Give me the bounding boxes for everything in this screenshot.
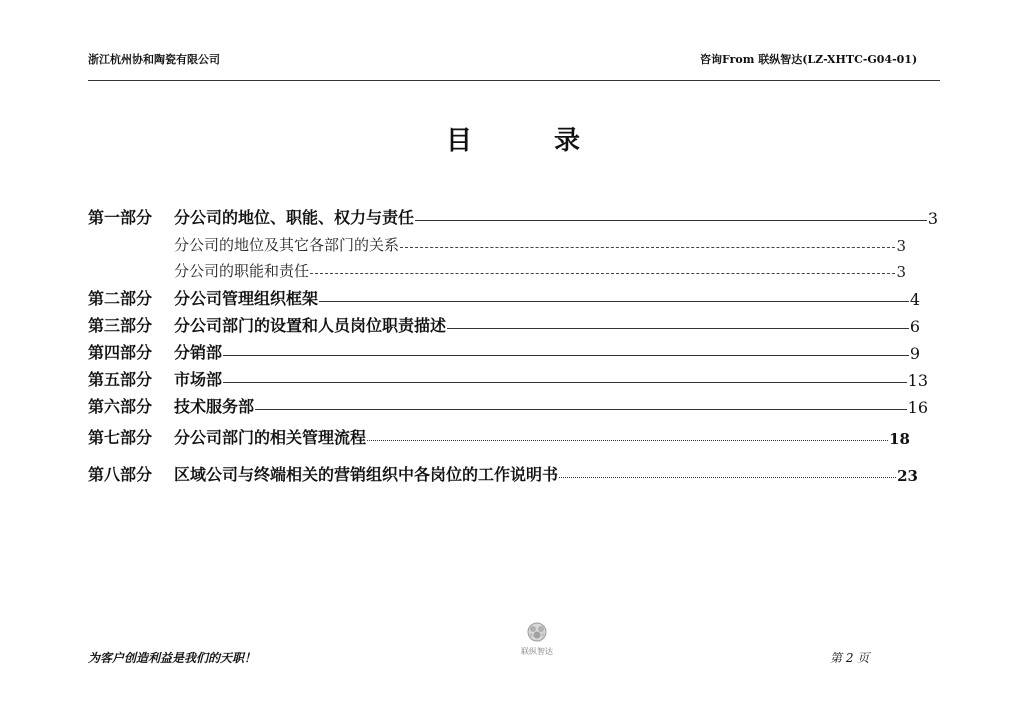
toc-entry-sub-2[interactable] <box>88 259 906 281</box>
toc-entry-part-7[interactable] <box>88 426 910 448</box>
toc-entry-title: 分公司的职能和责任 <box>174 262 310 280</box>
toc-entry-part-2[interactable] <box>88 287 920 309</box>
toc-entry-part-3[interactable] <box>88 314 920 336</box>
toc-entry-sub-1[interactable] <box>88 233 906 255</box>
toc-entry-title: 分公司部门的相关管理流程 <box>174 428 367 447</box>
toc-entry-title: 分公司管理组织框架 <box>174 289 319 308</box>
toc-entry-part-5[interactable] <box>88 368 928 390</box>
toc-part-label: 第三部分 <box>88 316 153 335</box>
toc-entry-title: 市场部 <box>174 370 223 389</box>
toc-entry-title: 分公司的地位、职能、权力与责任 <box>174 208 415 227</box>
footer-slogan: 为客户创造利益是我们的天职！ <box>88 651 257 665</box>
toc-entry-title: 区域公司与终端相关的营销组织中各岗位的工作说明书 <box>174 465 559 484</box>
toc-leader <box>223 355 909 356</box>
toc-leader <box>400 247 895 248</box>
toc-entry-part-8[interactable] <box>88 463 918 485</box>
toc-entry-part-6[interactable] <box>88 395 928 417</box>
page-title <box>0 120 1024 154</box>
title-char-1: 目 <box>446 126 473 156</box>
toc-leader <box>223 382 907 383</box>
toc-page-number: 3 <box>896 237 906 255</box>
toc-page-number: 3 <box>927 209 938 228</box>
toc-part-label: 第一部分 <box>88 208 153 227</box>
toc-page-number: 9 <box>909 344 920 363</box>
toc-page-number: 13 <box>907 371 928 390</box>
header-rule <box>88 80 940 81</box>
toc-page-number: 6 <box>909 317 920 336</box>
toc-leader <box>415 220 927 221</box>
toc-part-label: 第二部分 <box>88 289 153 308</box>
toc-part-label: 第七部分 <box>88 428 153 447</box>
toc-page-number: 3 <box>896 263 906 281</box>
toc-entry-title: 分公司部门的设置和人员岗位职责描述 <box>174 316 447 335</box>
toc-page-number: 4 <box>909 290 920 309</box>
toc-page-number: 23 <box>897 467 918 485</box>
toc-entry-part-1[interactable] <box>88 206 938 228</box>
title-char-2: 录 <box>554 126 581 156</box>
header-company: 浙江杭州协和陶瓷有限公司 <box>88 53 220 66</box>
toc-leader <box>447 328 909 329</box>
logo-text: 联纵智达 <box>521 647 553 656</box>
toc-entry-title: 分销部 <box>174 343 223 362</box>
toc-leader <box>367 440 888 441</box>
toc-part-label: 第六部分 <box>88 397 153 416</box>
toc-page-number: 16 <box>907 398 928 417</box>
toc-entry-part-4[interactable] <box>88 341 920 363</box>
footer-page-label: 第 2 页 <box>830 651 870 665</box>
toc-page-number: 18 <box>889 430 910 448</box>
toc-entry-title: 技术服务部 <box>174 397 255 416</box>
toc-entry-title: 分公司的地位及其它各部门的关系 <box>174 236 400 254</box>
toc-leader <box>559 477 896 478</box>
toc-part-label: 第八部分 <box>88 465 153 484</box>
company-logo <box>514 620 560 660</box>
toc-part-label: 第四部分 <box>88 343 153 362</box>
toc-leader <box>255 409 907 410</box>
toc-leader <box>310 273 895 274</box>
lotus-logo-icon <box>522 620 552 644</box>
header-doc-ref: 咨询From 联纵智达(LZ-XHTC-G04-01) <box>700 53 918 66</box>
toc-leader <box>319 301 909 302</box>
toc-part-label: 第五部分 <box>88 370 153 389</box>
